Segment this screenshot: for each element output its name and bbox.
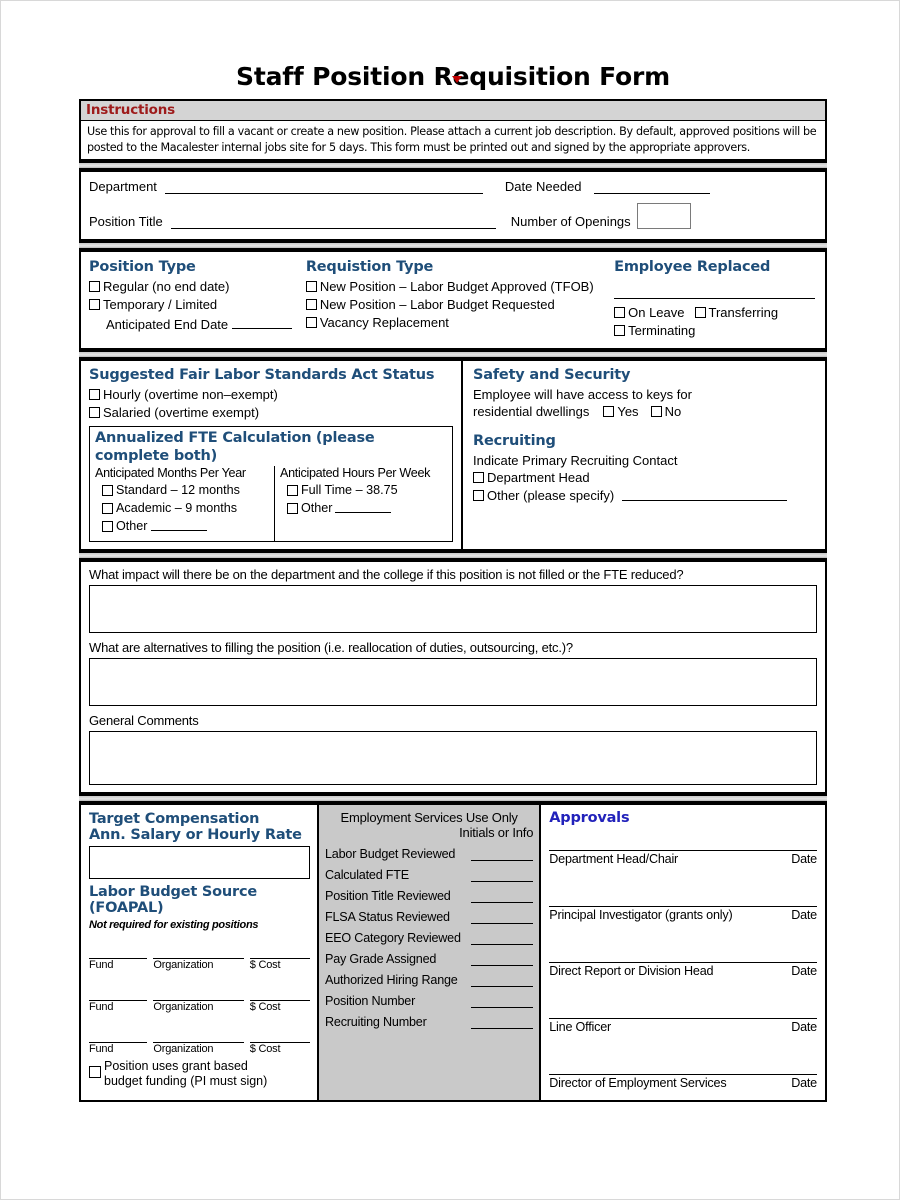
anticipated-end-date-input[interactable] [232, 315, 292, 329]
checkbox-months-other[interactable] [102, 518, 269, 535]
checkbox-icon[interactable] [102, 503, 113, 514]
checkbox-label: Standard – 12 months [116, 483, 240, 497]
fte-hours-label: Anticipated Hours Per Week [279, 466, 431, 480]
checkbox-salaried[interactable] [89, 404, 453, 421]
organization-label: Organization [153, 959, 214, 971]
fte-months-label: Anticipated Months Per Year [95, 466, 246, 480]
checkbox-icon[interactable] [102, 521, 113, 532]
approval-role-label: Department Head/Chair [549, 852, 679, 866]
position-type-group [89, 259, 306, 340]
instructions-text: Use this for approval to fill a vacant or create a new position. Please attach a current job description. By default, approved positions will be posted to the Macalester internal jobs site for 5 days. This form must be printed out and signed by the appropriate approvers. [87, 125, 817, 154]
checkbox-icon[interactable] [306, 281, 317, 292]
position-title-row [89, 203, 817, 229]
checkbox-label: Academic – 9 months [116, 501, 238, 515]
section-divider [79, 350, 827, 359]
checkbox-hourly[interactable] [89, 386, 453, 403]
foapal-table [89, 947, 310, 1055]
checkbox-icon[interactable] [89, 389, 100, 400]
cost-input[interactable] [250, 1031, 310, 1043]
approval-date-label: Date [791, 964, 817, 978]
checkbox-label: Other [116, 519, 148, 533]
fte-months-other-input[interactable] [151, 518, 207, 531]
checkbox-label: Yes [617, 404, 639, 419]
checkbox-icon[interactable] [473, 490, 484, 501]
es-row [325, 973, 533, 987]
checkbox-icon[interactable] [287, 503, 298, 514]
fte-hours-column [275, 466, 452, 541]
organization-input[interactable] [153, 947, 243, 959]
es-row-label: Calculated FTE [325, 868, 409, 882]
instructions-section [79, 99, 827, 161]
checkbox-vacancy-replacement[interactable] [306, 314, 614, 331]
position-title-input[interactable] [171, 213, 496, 229]
approval-row[interactable] [549, 906, 817, 962]
safety-text-line1: Employee will have access to keys for [473, 387, 692, 402]
impact-question-label: What impact will there be on the department and the college if this position is not filled or the FTE reduced? [89, 567, 684, 582]
labor-budget-note: Not required for existing positions [89, 919, 259, 931]
checkbox-icon[interactable] [306, 299, 317, 310]
employment-services-group [319, 805, 541, 1100]
checkbox-regular[interactable] [89, 278, 306, 295]
alternatives-question-label: What are alternatives to filling the position (i.e. reallocation of duties, outsourcing, etc.)? [89, 640, 573, 655]
approvals-heading: Approvals [549, 810, 630, 826]
organization-input[interactable] [153, 989, 243, 1001]
es-row-input[interactable] [471, 995, 533, 1008]
general-comments-input[interactable] [89, 731, 817, 785]
checkbox-on-leave[interactable] [614, 304, 684, 321]
safety-text-line2: residential dwellings [473, 404, 590, 419]
alternatives-answer-input[interactable] [89, 658, 817, 706]
checkbox-temporary-limited[interactable] [89, 296, 306, 313]
fte-months-column [90, 466, 275, 541]
position-title-label: Position Title [89, 214, 163, 229]
types-section [79, 250, 827, 350]
approval-date-label: Date [791, 852, 817, 866]
checkbox-label: Full Time – 38.75 [300, 483, 398, 497]
target-compensation-subheading: Ann. Salary or Hourly Rate [89, 827, 302, 843]
employee-replaced-heading: Employee Replaced [614, 259, 771, 275]
checkbox-hours-other[interactable] [287, 500, 447, 517]
checkbox-label: Temporary / Limited [103, 297, 218, 312]
es-row-input[interactable] [471, 932, 533, 945]
checkbox-label: Other [300, 501, 333, 515]
approval-role-label: Direct Report or Division Head [549, 964, 714, 978]
checkbox-new-position-tfob[interactable] [306, 278, 614, 295]
checkbox-label: New Position – Labor Budget Approved (TFOB) [319, 279, 594, 294]
department-row [89, 178, 817, 194]
red-comment-triangle-icon [452, 76, 462, 83]
checkbox-icon[interactable] [89, 407, 100, 418]
checkbox-label: Terminating [628, 323, 696, 338]
employee-replaced-name-input[interactable] [614, 278, 815, 299]
checkbox-label: Department Head [487, 470, 590, 485]
es-row [325, 910, 533, 924]
recruiting-other-input[interactable] [622, 487, 787, 501]
checkbox-grant-funding[interactable] [89, 1059, 310, 1089]
checkbox-icon[interactable] [614, 325, 625, 336]
employment-services-heading: Employment Services Use Only [340, 810, 518, 825]
safety-heading: Safety and Security [473, 367, 631, 383]
compensation-group [81, 805, 319, 1100]
approvals-group [541, 805, 825, 1100]
checkbox-full-time[interactable] [287, 482, 447, 499]
flsa-safety-section [79, 359, 827, 551]
date-needed-label: Date Needed [504, 179, 582, 194]
fund-input[interactable] [89, 989, 147, 1001]
checkbox-icon[interactable] [614, 307, 625, 318]
checkbox-standard-12-months[interactable] [102, 482, 269, 499]
checkbox-label: On Leave [628, 305, 685, 320]
cost-label: $ Cost [249, 959, 281, 971]
es-row-label: Recruiting Number [325, 1015, 427, 1029]
approval-row[interactable] [549, 850, 817, 906]
flsa-heading: Suggested Fair Labor Standards Act Status [89, 367, 435, 383]
requisition-type-group [306, 259, 614, 340]
number-of-openings-input[interactable] [637, 203, 691, 229]
cost-input[interactable] [250, 989, 310, 1001]
department-label: Department [89, 179, 157, 194]
requisition-type-heading: Requistion Type [305, 259, 434, 275]
identification-section [79, 170, 827, 241]
checkbox-label: Salaried (overtime exempt) [103, 405, 260, 420]
checkbox-label: Hourly (overtime non–exempt) [103, 387, 278, 402]
fte-hours-other-input[interactable] [335, 500, 391, 513]
cost-label: $ Cost [249, 1001, 281, 1013]
checkbox-icon[interactable] [89, 299, 100, 310]
approval-role-label: Principal Investigator (grants only) [549, 908, 733, 922]
fte-calculation-box [89, 426, 453, 542]
es-row-label: EEO Category Reviewed [325, 931, 461, 945]
checkbox-new-position-requested[interactable] [306, 296, 614, 313]
es-row-label: Position Title Reviewed [325, 889, 451, 903]
employment-services-subheading: Initials or Info [459, 825, 534, 840]
organization-input[interactable] [153, 1031, 243, 1043]
fte-heading: Annualized FTE Calculation [95, 430, 312, 446]
checkbox-icon[interactable] [89, 281, 100, 292]
section-divider [79, 161, 827, 170]
es-row [325, 889, 533, 903]
checkbox-recruiting-other[interactable] [473, 487, 815, 504]
es-row-label: FLSA Status Reviewed [325, 910, 450, 924]
es-row-label: Pay Grade Assigned [325, 952, 437, 966]
es-row-input[interactable] [471, 911, 533, 924]
cost-label: $ Cost [249, 1043, 281, 1055]
fund-input[interactable] [89, 947, 147, 959]
foapal-row [89, 989, 310, 1013]
checkbox-academic-9-months[interactable] [102, 500, 269, 517]
fund-label: Fund [89, 1001, 114, 1013]
section-divider [79, 794, 827, 803]
target-compensation-input[interactable] [89, 846, 310, 879]
bottom-section [79, 803, 827, 1102]
position-type-heading: Position Type [89, 259, 196, 275]
es-row [325, 1015, 533, 1029]
organization-label: Organization [153, 1001, 214, 1013]
checkbox-label: No [664, 404, 682, 419]
checkbox-icon[interactable] [306, 317, 317, 328]
target-compensation-heading: Target Compensation [89, 811, 260, 827]
fte-heading-note: (please complete both) [95, 430, 375, 464]
es-row-input[interactable] [471, 974, 533, 987]
es-row-label: Labor Budget Reviewed [325, 847, 456, 861]
checkbox-label: Other (please specify) [487, 488, 615, 503]
number-of-openings-label: Number of Openings [510, 214, 631, 229]
es-row [325, 931, 533, 945]
section-divider [79, 551, 827, 560]
fund-label: Fund [89, 959, 114, 971]
es-row-input[interactable] [471, 869, 533, 882]
es-row-input[interactable] [471, 1016, 533, 1029]
impact-answer-input[interactable] [89, 585, 817, 633]
fund-input[interactable] [89, 1031, 147, 1043]
approval-date-label: Date [791, 1076, 817, 1090]
approval-row[interactable] [549, 1018, 817, 1074]
cost-input[interactable] [250, 947, 310, 959]
es-row-input[interactable] [471, 953, 533, 966]
checkbox-label: Vacancy Replacement [319, 315, 449, 330]
anticipated-end-date-row [106, 315, 306, 332]
approval-role-label: Line Officer [549, 1020, 612, 1034]
approval-date-label: Date [791, 908, 817, 922]
grant-label-line1: Position uses grant based [104, 1059, 248, 1073]
fund-label: Fund [89, 1043, 114, 1055]
checkbox-label: Regular (no end date) [103, 279, 230, 294]
date-needed-input[interactable] [594, 178, 710, 194]
es-row [325, 952, 533, 966]
checkbox-department-head[interactable] [473, 469, 815, 486]
es-row-input[interactable] [471, 890, 533, 903]
es-row [325, 847, 533, 861]
page-title: Staff Position Requisition Form [236, 62, 670, 91]
checkbox-transferring[interactable] [695, 304, 779, 321]
section-divider [79, 241, 827, 250]
es-row [325, 994, 533, 1008]
checkbox-icon[interactable] [473, 472, 484, 483]
checkbox-icon[interactable] [603, 406, 614, 417]
instructions-heading: Instructions [81, 101, 825, 121]
organization-label: Organization [153, 1043, 214, 1055]
checkbox-keys-no[interactable] [651, 403, 682, 420]
general-comments-label: General Comments [89, 713, 199, 728]
checkbox-label: New Position – Labor Budget Requested [319, 297, 555, 312]
approval-date-label: Date [791, 1020, 817, 1034]
approval-role-label: Director of Employment Services [549, 1076, 727, 1090]
safety-recruiting-group [463, 361, 825, 549]
checkbox-icon[interactable] [102, 485, 113, 496]
recruiting-prompt: Indicate Primary Recruiting Contact [473, 453, 678, 468]
form-sheet [79, 61, 827, 1102]
es-row-label: Position Number [325, 994, 416, 1008]
title-area [79, 61, 827, 93]
es-row-input[interactable] [471, 848, 533, 861]
employee-replaced-group [614, 259, 817, 340]
department-input[interactable] [165, 178, 483, 194]
foapal-row [89, 947, 310, 971]
labor-budget-source-heading: Labor Budget Source (FOAPAL) [89, 884, 258, 916]
checkbox-icon[interactable] [651, 406, 662, 417]
recruiting-heading: Recruiting [473, 433, 556, 449]
anticipated-end-date-label: Anticipated End Date [106, 317, 229, 332]
grant-label-line2: budget funding (PI must sign) [104, 1074, 268, 1088]
es-row-label: Authorized Hiring Range [325, 973, 458, 987]
flsa-group [81, 361, 463, 549]
foapal-row [89, 1031, 310, 1055]
checkbox-label: Transferring [708, 305, 779, 320]
checkbox-terminating[interactable] [614, 322, 695, 339]
narrative-section [79, 560, 827, 794]
approval-row[interactable] [549, 1074, 817, 1096]
checkbox-icon[interactable] [695, 307, 706, 318]
checkbox-icon[interactable] [287, 485, 298, 496]
checkbox-icon[interactable] [89, 1066, 101, 1078]
es-row [325, 868, 533, 882]
approval-row[interactable] [549, 962, 817, 1018]
checkbox-keys-yes[interactable] [603, 403, 638, 420]
